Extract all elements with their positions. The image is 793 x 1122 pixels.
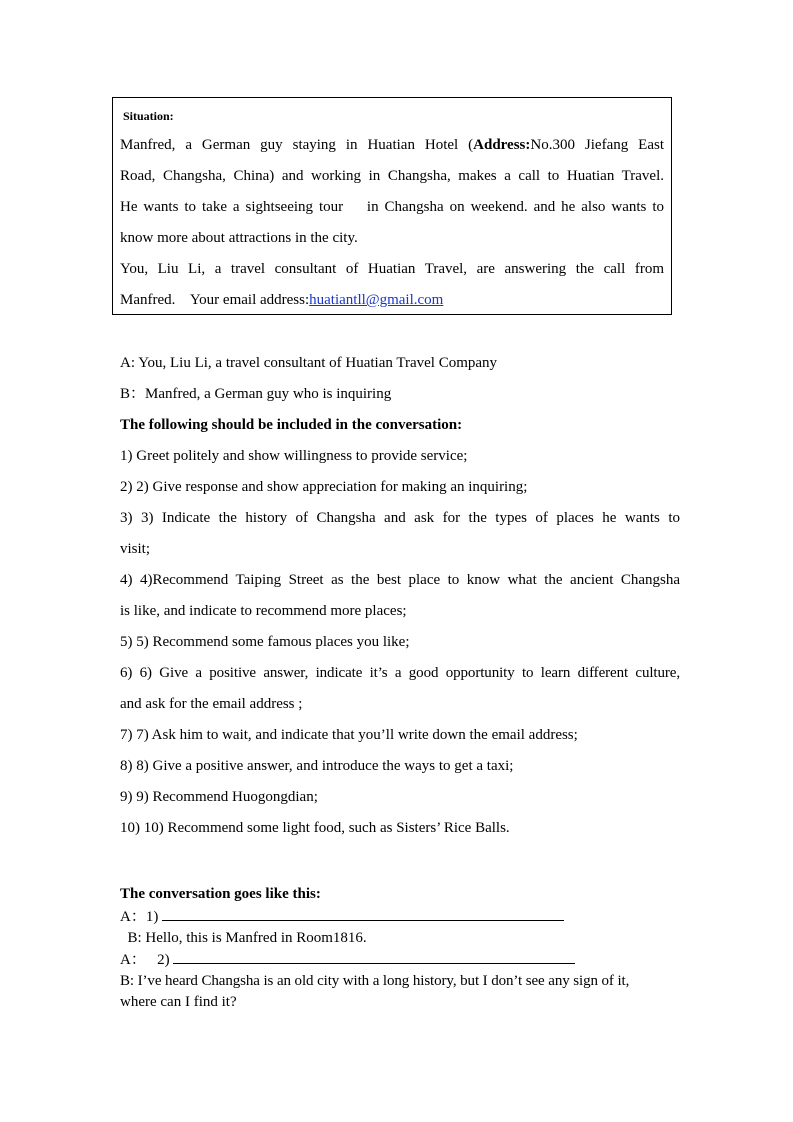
- requirement-item: 5) 5) Recommend some famous places you like;: [120, 634, 410, 650]
- requirement-item-continued: is like, and indicate to recommend more places;: [120, 603, 407, 619]
- email-link[interactable]: huatiantll@gmail.com: [309, 292, 444, 308]
- situation-line-6: [120, 285, 664, 316]
- requirement-item: 10) 10) Recommend some light food, such as Sisters’ Rice Balls.: [120, 820, 510, 836]
- answer-blank-1[interactable]: [162, 906, 564, 921]
- instructions: [120, 348, 680, 844]
- situation-line-2: Road, Changsha, China) and working in Changsha, makes a call to Huatian Travel.: [120, 168, 664, 184]
- email-prefix: Manfred. Your email address:: [120, 292, 310, 308]
- requirement-item: 4) 4)Recommend Taiping Street as the best place to know what the ancient Changsha: [120, 572, 680, 588]
- requirement-item: 2) 2) Give response and show appreciation for making an inquiring;: [120, 479, 528, 495]
- address-label: Address:: [473, 137, 531, 153]
- situation-line-3: He wants to take a sightseeing tour in Changsha on weekend. and he also wants to: [120, 199, 664, 215]
- situation-line-1-text: Manfred, a German guy staying in Huatian Hotel (: [120, 137, 474, 153]
- requirement-item-continued: and ask for the email address ;: [120, 696, 303, 712]
- conversation-heading: The conversation goes like this:: [120, 886, 321, 902]
- conversation-b1: B: Hello, this is Manfred in Room1816.: [120, 930, 367, 946]
- requirement-item: 3) 3) Indicate the history of Changsha and ask for the types of places he wants to: [120, 510, 680, 526]
- conversation-b2-continued: where can I find it?: [120, 994, 237, 1010]
- requirement-item: 9) 9) Recommend Huogongdian;: [120, 789, 318, 805]
- requirement-item: 1) Greet politely and show willingness to provide service;: [120, 448, 468, 464]
- conversation-a2: [120, 949, 680, 971]
- conversation-b2: B: I’ve heard Changsha is an old city with a long history, but I don’t see any sign of it,: [120, 973, 630, 989]
- conversation: [120, 882, 680, 1013]
- requirement-item: 7) 7) Ask him to wait, and indicate that you’ll write down the email address;: [120, 727, 578, 743]
- situation-title: Situation:: [123, 109, 174, 123]
- situation-line-1-rest: No.300 Jiefang East: [530, 137, 664, 153]
- a1-prefix: A：1): [120, 909, 163, 925]
- answer-blank-2[interactable]: [173, 949, 575, 964]
- requirements-heading: The following should be included in the conversation:: [120, 417, 463, 433]
- situation-line-1: [120, 130, 664, 161]
- situation-box: [112, 97, 672, 315]
- role-a: A: You, Liu Li, a travel consultant of Huatian Travel Company: [120, 355, 498, 371]
- situation-line-4: know more about attractions in the city.: [120, 230, 358, 246]
- situation-line-5: You, Liu Li, a travel consultant of Huatian Travel, are answering the call from: [120, 261, 664, 277]
- a2-prefix: A： 2): [120, 952, 174, 968]
- requirement-item-continued: visit;: [120, 541, 151, 557]
- requirement-item: 8) 8) Give a positive answer, and introduce the ways to get a taxi;: [120, 758, 514, 774]
- conversation-a1: [120, 906, 680, 928]
- requirement-item: 6) 6) Give a positive answer, indicate it’s a good opportunity to learn different culture,: [120, 665, 680, 681]
- role-b: B：Manfred, a German guy who is inquiring: [120, 386, 392, 402]
